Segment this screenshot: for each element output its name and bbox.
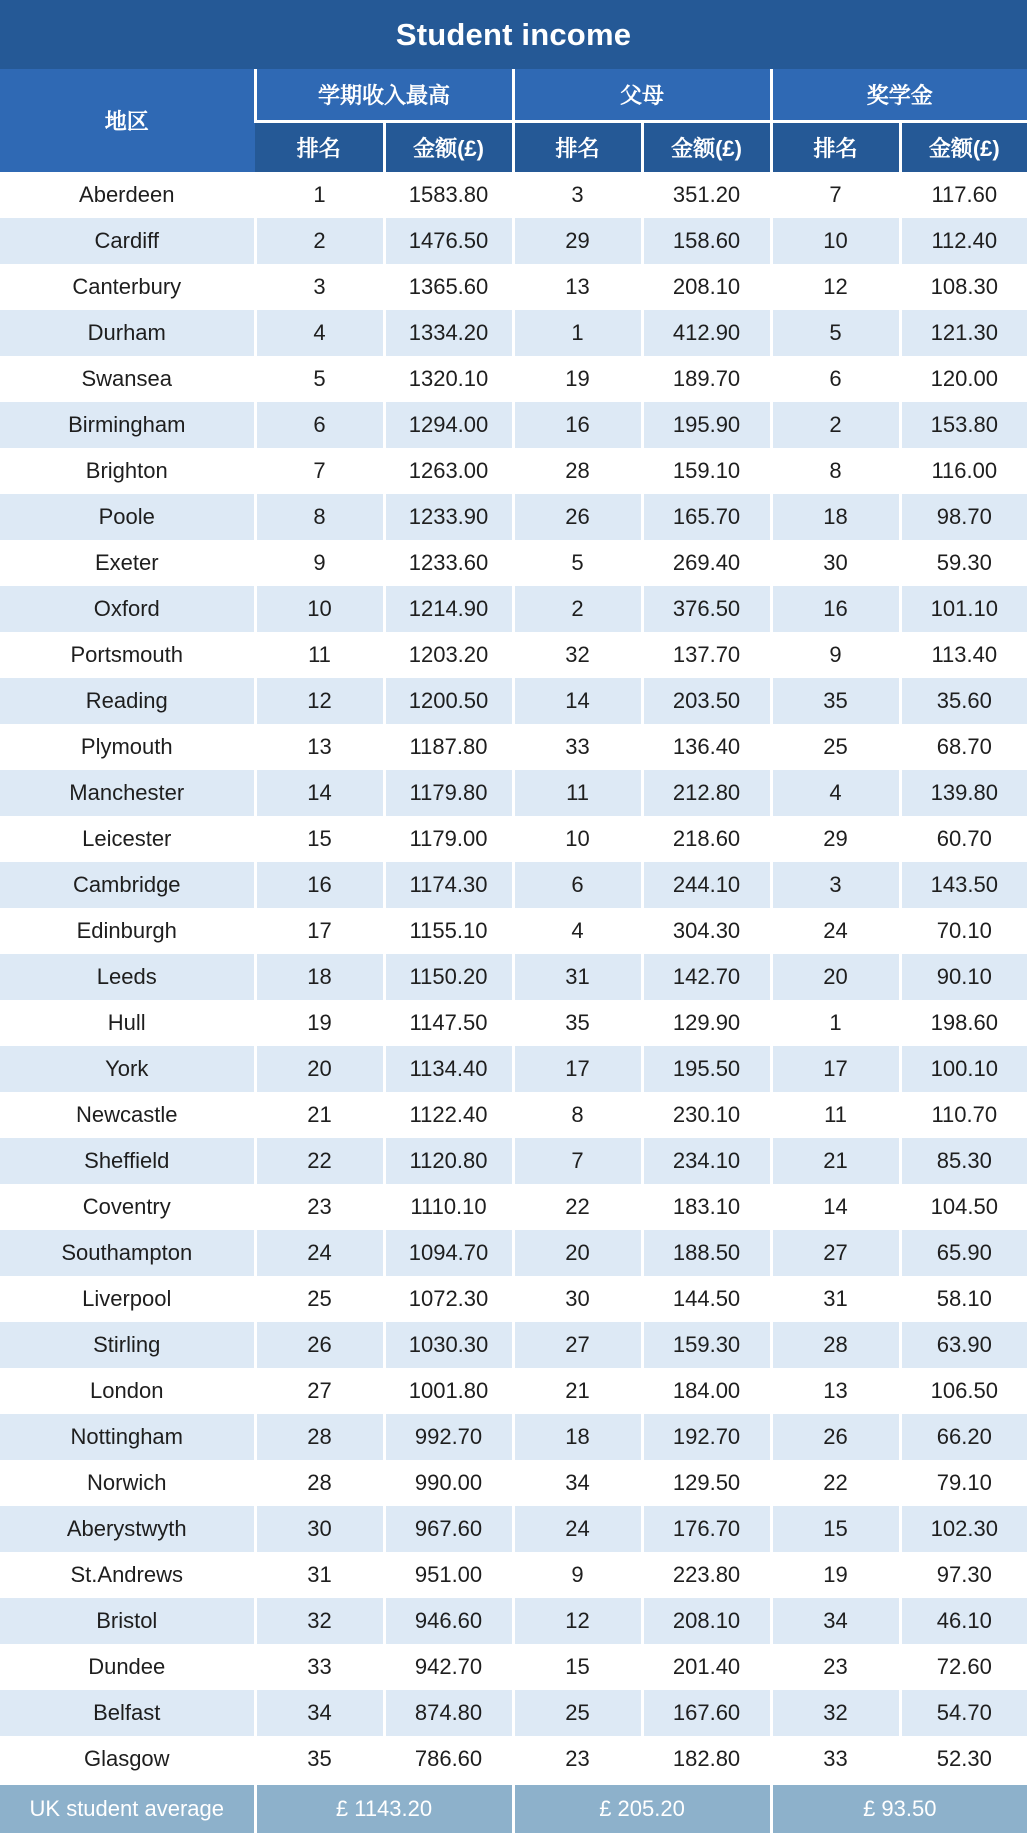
cell-parents-rank: 28 — [513, 448, 642, 494]
table-row — [0, 1690, 1027, 1736]
cell-parents-rank: 18 — [513, 1414, 642, 1460]
cell-term-amount: 946.60 — [384, 1598, 513, 1644]
cell-term-rank: 28 — [255, 1414, 384, 1460]
cell-scholarship-amount: 153.80 — [900, 402, 1027, 448]
cell-scholarship-amount: 112.40 — [900, 218, 1027, 264]
cell-region: Cardiff — [0, 218, 255, 264]
cell-parents-rank: 13 — [513, 264, 642, 310]
cell-region: Belfast — [0, 1690, 255, 1736]
cell-scholarship-amount: 85.30 — [900, 1138, 1027, 1184]
cell-parents-rank: 20 — [513, 1230, 642, 1276]
cell-parents-rank: 11 — [513, 770, 642, 816]
cell-term-rank: 26 — [255, 1322, 384, 1368]
cell-region: Birmingham — [0, 402, 255, 448]
cell-parents-rank: 33 — [513, 724, 642, 770]
cell-term-rank: 4 — [255, 310, 384, 356]
cell-scholarship-rank: 35 — [771, 678, 900, 724]
cell-term-amount: 951.00 — [384, 1552, 513, 1598]
cell-scholarship-rank: 14 — [771, 1184, 900, 1230]
cell-scholarship-amount: 143.50 — [900, 862, 1027, 908]
cell-scholarship-rank: 24 — [771, 908, 900, 954]
cell-parents-amount: 176.70 — [642, 1506, 771, 1552]
cell-scholarship-amount: 104.50 — [900, 1184, 1027, 1230]
cell-region: Portsmouth — [0, 632, 255, 678]
cell-scholarship-amount: 68.70 — [900, 724, 1027, 770]
cell-parents-amount: 212.80 — [642, 770, 771, 816]
table-row — [0, 678, 1027, 724]
cell-parents-amount: 189.70 — [642, 356, 771, 402]
cell-parents-amount: 144.50 — [642, 1276, 771, 1322]
cell-region: Glasgow — [0, 1736, 255, 1784]
cell-term-rank: 31 — [255, 1552, 384, 1598]
cell-parents-amount: 129.90 — [642, 1000, 771, 1046]
column-header-term-rank: 排名 — [255, 122, 384, 173]
cell-region: Reading — [0, 678, 255, 724]
table-row — [0, 356, 1027, 402]
cell-parents-rank: 29 — [513, 218, 642, 264]
cell-term-rank: 6 — [255, 402, 384, 448]
cell-region: Canterbury — [0, 264, 255, 310]
cell-region: Cambridge — [0, 862, 255, 908]
cell-term-rank: 25 — [255, 1276, 384, 1322]
cell-scholarship-rank: 17 — [771, 1046, 900, 1092]
table-row — [0, 310, 1027, 356]
cell-term-amount: 874.80 — [384, 1690, 513, 1736]
cell-parents-rank: 30 — [513, 1276, 642, 1322]
cell-parents-amount: 182.80 — [642, 1736, 771, 1784]
cell-term-amount: 1179.00 — [384, 816, 513, 862]
table-row — [0, 172, 1027, 218]
cell-region: Durham — [0, 310, 255, 356]
cell-parents-amount: 304.30 — [642, 908, 771, 954]
column-header-parents-rank: 排名 — [513, 122, 642, 173]
cell-parents-amount: 192.70 — [642, 1414, 771, 1460]
cell-scholarship-amount: 35.60 — [900, 678, 1027, 724]
cell-term-rank: 15 — [255, 816, 384, 862]
cell-scholarship-amount: 101.10 — [900, 586, 1027, 632]
cell-parents-amount: 223.80 — [642, 1552, 771, 1598]
cell-parents-amount: 142.70 — [642, 954, 771, 1000]
cell-region: Leeds — [0, 954, 255, 1000]
cell-region: Aberystwyth — [0, 1506, 255, 1552]
cell-parents-rank: 9 — [513, 1552, 642, 1598]
cell-term-amount: 1200.50 — [384, 678, 513, 724]
cell-scholarship-amount: 106.50 — [900, 1368, 1027, 1414]
cell-parents-rank: 26 — [513, 494, 642, 540]
cell-scholarship-rank: 5 — [771, 310, 900, 356]
cell-parents-amount: 137.70 — [642, 632, 771, 678]
cell-region: Plymouth — [0, 724, 255, 770]
cell-term-rank: 5 — [255, 356, 384, 402]
cell-parents-amount: 159.30 — [642, 1322, 771, 1368]
cell-scholarship-amount: 66.20 — [900, 1414, 1027, 1460]
cell-parents-rank: 6 — [513, 862, 642, 908]
cell-scholarship-amount: 139.80 — [900, 770, 1027, 816]
cell-parents-amount: 351.20 — [642, 172, 771, 218]
table-row — [0, 1184, 1027, 1230]
cell-scholarship-rank: 10 — [771, 218, 900, 264]
cell-parents-amount: 376.50 — [642, 586, 771, 632]
cell-parents-amount: 184.00 — [642, 1368, 771, 1414]
cell-parents-rank: 7 — [513, 1138, 642, 1184]
average-row — [0, 1784, 1027, 1833]
table-row — [0, 402, 1027, 448]
table-row — [0, 1276, 1027, 1322]
cell-scholarship-amount: 108.30 — [900, 264, 1027, 310]
cell-scholarship-rank: 21 — [771, 1138, 900, 1184]
cell-term-rank: 11 — [255, 632, 384, 678]
cell-scholarship-rank: 23 — [771, 1644, 900, 1690]
cell-term-amount: 1134.40 — [384, 1046, 513, 1092]
average-scholarship: £ 93.50 — [771, 1784, 1027, 1833]
cell-scholarship-rank: 20 — [771, 954, 900, 1000]
cell-region: York — [0, 1046, 255, 1092]
cell-scholarship-rank: 2 — [771, 402, 900, 448]
cell-region: Edinburgh — [0, 908, 255, 954]
cell-term-amount: 1214.90 — [384, 586, 513, 632]
cell-scholarship-amount: 63.90 — [900, 1322, 1027, 1368]
cell-region: Oxford — [0, 586, 255, 632]
cell-parents-amount: 183.10 — [642, 1184, 771, 1230]
cell-scholarship-rank: 4 — [771, 770, 900, 816]
table-row — [0, 1368, 1027, 1414]
cell-term-rank: 21 — [255, 1092, 384, 1138]
cell-term-amount: 1294.00 — [384, 402, 513, 448]
cell-term-amount: 1263.00 — [384, 448, 513, 494]
cell-parents-amount: 201.40 — [642, 1644, 771, 1690]
cell-parents-rank: 3 — [513, 172, 642, 218]
cell-term-amount: 1203.20 — [384, 632, 513, 678]
cell-scholarship-amount: 110.70 — [900, 1092, 1027, 1138]
cell-parents-amount: 167.60 — [642, 1690, 771, 1736]
table-row — [0, 954, 1027, 1000]
cell-term-rank: 7 — [255, 448, 384, 494]
table-row — [0, 264, 1027, 310]
cell-term-rank: 16 — [255, 862, 384, 908]
cell-region: Coventry — [0, 1184, 255, 1230]
cell-parents-rank: 4 — [513, 908, 642, 954]
cell-parents-rank: 25 — [513, 1690, 642, 1736]
cell-scholarship-amount: 120.00 — [900, 356, 1027, 402]
cell-scholarship-rank: 22 — [771, 1460, 900, 1506]
cell-scholarship-amount: 90.10 — [900, 954, 1027, 1000]
cell-parents-rank: 14 — [513, 678, 642, 724]
cell-parents-rank: 10 — [513, 816, 642, 862]
cell-scholarship-rank: 18 — [771, 494, 900, 540]
cell-term-amount: 1179.80 — [384, 770, 513, 816]
cell-term-rank: 1 — [255, 172, 384, 218]
column-group-scholarship: 奖学金 — [771, 69, 1027, 122]
cell-term-rank: 17 — [255, 908, 384, 954]
table-row — [0, 862, 1027, 908]
cell-region: Sheffield — [0, 1138, 255, 1184]
table-row — [0, 1644, 1027, 1690]
cell-scholarship-amount: 65.90 — [900, 1230, 1027, 1276]
cell-parents-amount: 412.90 — [642, 310, 771, 356]
cell-term-amount: 1147.50 — [384, 1000, 513, 1046]
cell-region: Newcastle — [0, 1092, 255, 1138]
cell-scholarship-amount: 121.30 — [900, 310, 1027, 356]
table-row — [0, 1000, 1027, 1046]
cell-term-amount: 1155.10 — [384, 908, 513, 954]
cell-term-rank: 23 — [255, 1184, 384, 1230]
cell-scholarship-rank: 31 — [771, 1276, 900, 1322]
cell-scholarship-amount: 52.30 — [900, 1736, 1027, 1784]
cell-parents-rank: 1 — [513, 310, 642, 356]
cell-parents-rank: 5 — [513, 540, 642, 586]
column-group-parents: 父母 — [513, 69, 771, 122]
cell-scholarship-rank: 34 — [771, 1598, 900, 1644]
table-row — [0, 632, 1027, 678]
cell-term-rank: 35 — [255, 1736, 384, 1784]
cell-term-amount: 1233.90 — [384, 494, 513, 540]
cell-scholarship-amount: 70.10 — [900, 908, 1027, 954]
table-row — [0, 586, 1027, 632]
cell-region: Hull — [0, 1000, 255, 1046]
column-header-scholarship-amount: 金额(£) — [900, 122, 1027, 173]
cell-region: St.Andrews — [0, 1552, 255, 1598]
cell-scholarship-rank: 8 — [771, 448, 900, 494]
cell-scholarship-rank: 25 — [771, 724, 900, 770]
cell-parents-rank: 32 — [513, 632, 642, 678]
cell-term-rank: 20 — [255, 1046, 384, 1092]
cell-term-rank: 3 — [255, 264, 384, 310]
cell-term-amount: 1233.60 — [384, 540, 513, 586]
cell-scholarship-rank: 6 — [771, 356, 900, 402]
cell-region: Leicester — [0, 816, 255, 862]
cell-scholarship-amount: 72.60 — [900, 1644, 1027, 1690]
cell-term-rank: 19 — [255, 1000, 384, 1046]
cell-parents-amount: 159.10 — [642, 448, 771, 494]
cell-term-rank: 34 — [255, 1690, 384, 1736]
cell-parents-rank: 24 — [513, 1506, 642, 1552]
cell-parents-amount: 244.10 — [642, 862, 771, 908]
cell-scholarship-rank: 12 — [771, 264, 900, 310]
cell-parents-amount: 230.10 — [642, 1092, 771, 1138]
table-row — [0, 540, 1027, 586]
cell-region: Exeter — [0, 540, 255, 586]
cell-term-amount: 1072.30 — [384, 1276, 513, 1322]
cell-parents-rank: 22 — [513, 1184, 642, 1230]
cell-region: Liverpool — [0, 1276, 255, 1322]
cell-region: Norwich — [0, 1460, 255, 1506]
cell-term-rank: 32 — [255, 1598, 384, 1644]
cell-term-rank: 14 — [255, 770, 384, 816]
cell-term-amount: 1120.80 — [384, 1138, 513, 1184]
cell-scholarship-amount: 97.30 — [900, 1552, 1027, 1598]
cell-parents-rank: 27 — [513, 1322, 642, 1368]
cell-term-rank: 27 — [255, 1368, 384, 1414]
cell-term-rank: 28 — [255, 1460, 384, 1506]
cell-parents-amount: 208.10 — [642, 1598, 771, 1644]
table-row — [0, 1552, 1027, 1598]
cell-term-rank: 10 — [255, 586, 384, 632]
cell-region: Poole — [0, 494, 255, 540]
cell-region: London — [0, 1368, 255, 1414]
cell-scholarship-amount: 46.10 — [900, 1598, 1027, 1644]
cell-scholarship-rank: 16 — [771, 586, 900, 632]
cell-scholarship-amount: 58.10 — [900, 1276, 1027, 1322]
cell-term-amount: 1150.20 — [384, 954, 513, 1000]
cell-term-amount: 1476.50 — [384, 218, 513, 264]
column-header-term-amount: 金额(£) — [384, 122, 513, 173]
cell-term-rank: 22 — [255, 1138, 384, 1184]
cell-region: Southampton — [0, 1230, 255, 1276]
cell-term-amount: 1001.80 — [384, 1368, 513, 1414]
cell-scholarship-rank: 13 — [771, 1368, 900, 1414]
cell-scholarship-rank: 29 — [771, 816, 900, 862]
table-row — [0, 724, 1027, 770]
cell-scholarship-amount: 116.00 — [900, 448, 1027, 494]
cell-parents-amount: 208.10 — [642, 264, 771, 310]
cell-region: Stirling — [0, 1322, 255, 1368]
table-row — [0, 1598, 1027, 1644]
cell-parents-rank: 12 — [513, 1598, 642, 1644]
student-income-table — [0, 69, 1027, 1833]
cell-parents-amount: 195.90 — [642, 402, 771, 448]
average-label: UK student average — [0, 1784, 255, 1833]
cell-parents-amount: 165.70 — [642, 494, 771, 540]
cell-scholarship-amount: 100.10 — [900, 1046, 1027, 1092]
cell-term-amount: 786.60 — [384, 1736, 513, 1784]
average-parents: £ 205.20 — [513, 1784, 771, 1833]
table-row — [0, 1322, 1027, 1368]
cell-scholarship-amount: 102.30 — [900, 1506, 1027, 1552]
column-header-region: 地区 — [0, 69, 255, 172]
table-row — [0, 1046, 1027, 1092]
cell-region: Aberdeen — [0, 172, 255, 218]
cell-scholarship-amount: 98.70 — [900, 494, 1027, 540]
cell-term-amount: 1030.30 — [384, 1322, 513, 1368]
table-row — [0, 908, 1027, 954]
table-row — [0, 770, 1027, 816]
cell-scholarship-rank: 28 — [771, 1322, 900, 1368]
cell-term-rank: 33 — [255, 1644, 384, 1690]
cell-parents-rank: 2 — [513, 586, 642, 632]
cell-term-amount: 992.70 — [384, 1414, 513, 1460]
cell-parents-amount: 234.10 — [642, 1138, 771, 1184]
cell-term-amount: 1320.10 — [384, 356, 513, 402]
cell-term-rank: 13 — [255, 724, 384, 770]
cell-term-amount: 942.70 — [384, 1644, 513, 1690]
table-row — [0, 1460, 1027, 1506]
cell-scholarship-rank: 30 — [771, 540, 900, 586]
cell-parents-amount: 158.60 — [642, 218, 771, 264]
column-header-parents-amount: 金额(£) — [642, 122, 771, 173]
cell-term-amount: 1110.10 — [384, 1184, 513, 1230]
cell-scholarship-rank: 1 — [771, 1000, 900, 1046]
cell-region: Nottingham — [0, 1414, 255, 1460]
cell-parents-amount: 218.60 — [642, 816, 771, 862]
cell-term-amount: 1365.60 — [384, 264, 513, 310]
average-term-income: £ 1143.20 — [255, 1784, 513, 1833]
cell-parents-amount: 203.50 — [642, 678, 771, 724]
cell-scholarship-rank: 11 — [771, 1092, 900, 1138]
cell-parents-rank: 23 — [513, 1736, 642, 1784]
cell-scholarship-amount: 117.60 — [900, 172, 1027, 218]
cell-term-amount: 1174.30 — [384, 862, 513, 908]
cell-parents-rank: 17 — [513, 1046, 642, 1092]
table-title: Student income — [0, 0, 1027, 69]
table-row — [0, 1506, 1027, 1552]
cell-scholarship-rank: 3 — [771, 862, 900, 908]
cell-term-amount: 1094.70 — [384, 1230, 513, 1276]
cell-term-rank: 12 — [255, 678, 384, 724]
table-body — [0, 172, 1027, 1784]
cell-parents-rank: 16 — [513, 402, 642, 448]
cell-term-rank: 30 — [255, 1506, 384, 1552]
cell-term-rank: 24 — [255, 1230, 384, 1276]
cell-scholarship-rank: 26 — [771, 1414, 900, 1460]
table-row — [0, 1414, 1027, 1460]
table-row — [0, 1092, 1027, 1138]
cell-term-amount: 990.00 — [384, 1460, 513, 1506]
cell-region: Brighton — [0, 448, 255, 494]
cell-term-rank: 9 — [255, 540, 384, 586]
cell-scholarship-rank: 27 — [771, 1230, 900, 1276]
cell-parents-amount: 269.40 — [642, 540, 771, 586]
cell-parents-amount: 195.50 — [642, 1046, 771, 1092]
cell-parents-rank: 34 — [513, 1460, 642, 1506]
table-row — [0, 448, 1027, 494]
cell-term-amount: 1187.80 — [384, 724, 513, 770]
cell-region: Swansea — [0, 356, 255, 402]
column-group-term-income: 学期收入最高 — [255, 69, 513, 122]
cell-scholarship-amount: 113.40 — [900, 632, 1027, 678]
cell-term-amount: 1583.80 — [384, 172, 513, 218]
cell-parents-rank: 21 — [513, 1368, 642, 1414]
cell-region: Dundee — [0, 1644, 255, 1690]
cell-term-rank: 2 — [255, 218, 384, 264]
cell-parents-rank: 19 — [513, 356, 642, 402]
cell-term-rank: 8 — [255, 494, 384, 540]
cell-term-amount: 967.60 — [384, 1506, 513, 1552]
cell-scholarship-amount: 60.70 — [900, 816, 1027, 862]
cell-parents-amount: 136.40 — [642, 724, 771, 770]
cell-term-amount: 1122.40 — [384, 1092, 513, 1138]
table-row — [0, 1138, 1027, 1184]
cell-scholarship-amount: 59.30 — [900, 540, 1027, 586]
table-row — [0, 494, 1027, 540]
cell-parents-amount: 129.50 — [642, 1460, 771, 1506]
cell-parents-rank: 31 — [513, 954, 642, 1000]
cell-term-amount: 1334.20 — [384, 310, 513, 356]
cell-parents-amount: 188.50 — [642, 1230, 771, 1276]
cell-scholarship-amount: 198.60 — [900, 1000, 1027, 1046]
cell-scholarship-rank: 19 — [771, 1552, 900, 1598]
cell-region: Bristol — [0, 1598, 255, 1644]
table-row — [0, 816, 1027, 862]
column-header-scholarship-rank: 排名 — [771, 122, 900, 173]
header-row-groups — [0, 69, 1027, 122]
table-row — [0, 218, 1027, 264]
cell-scholarship-rank: 15 — [771, 1506, 900, 1552]
cell-scholarship-amount: 79.10 — [900, 1460, 1027, 1506]
cell-scholarship-rank: 7 — [771, 172, 900, 218]
cell-scholarship-rank: 32 — [771, 1690, 900, 1736]
cell-scholarship-amount: 54.70 — [900, 1690, 1027, 1736]
cell-region: Manchester — [0, 770, 255, 816]
table-row — [0, 1230, 1027, 1276]
cell-parents-rank: 35 — [513, 1000, 642, 1046]
table-row — [0, 1736, 1027, 1784]
cell-scholarship-rank: 33 — [771, 1736, 900, 1784]
cell-parents-rank: 8 — [513, 1092, 642, 1138]
cell-term-rank: 18 — [255, 954, 384, 1000]
cell-scholarship-rank: 9 — [771, 632, 900, 678]
cell-parents-rank: 15 — [513, 1644, 642, 1690]
